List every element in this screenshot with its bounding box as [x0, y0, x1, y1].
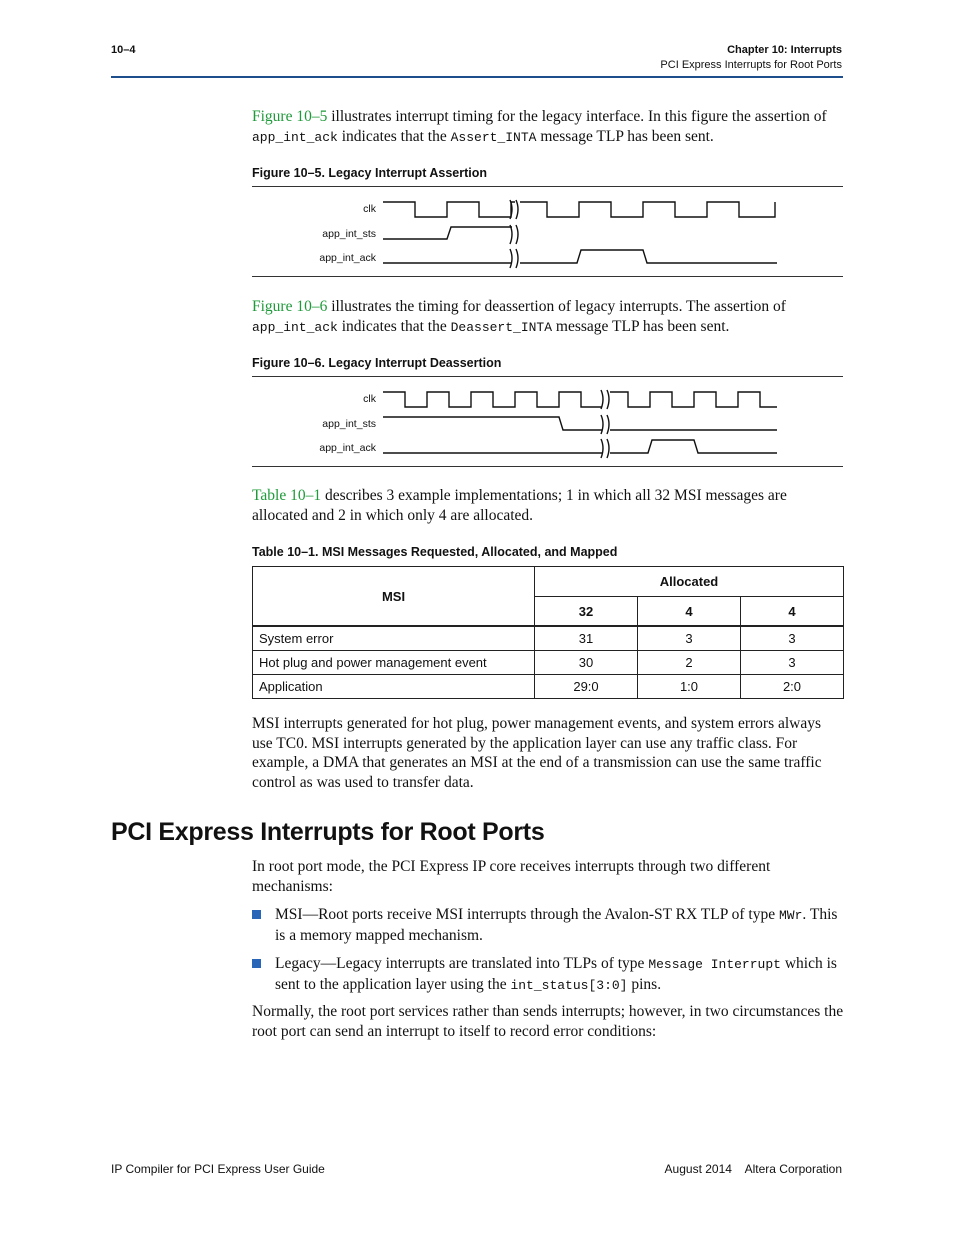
bullet-msi: MSI—Root ports receive MSI interrupts through the Avalon-ST RX TLP of type MWr. This is a memory mapped mechanism. [275, 906, 838, 944]
signal-label-app-int-sts: app_int_sts [322, 228, 376, 240]
table-row: System error 31 3 3 [253, 626, 844, 651]
figure-top-rule [252, 186, 843, 187]
signal-label-app-int-sts: app_int_sts [322, 418, 376, 430]
table-10-1-link[interactable]: Table 10–1 [252, 487, 322, 504]
bullet-marker [252, 910, 261, 919]
table-row: Hot plug and power management event 30 2 3 [253, 651, 844, 675]
signal-label-app-int-ack: app_int_ack [319, 252, 376, 264]
figure-bottom-rule [252, 466, 843, 467]
signal-label-clk: clk [363, 393, 376, 405]
clk-waveform [383, 202, 515, 217]
timing-diagram-deassertion [380, 385, 780, 460]
timing-diagram-assertion [380, 195, 780, 270]
figure-10-5-link[interactable]: Figure 10–5 [252, 108, 328, 125]
section-heading: PCI Express Interrupts for Root Ports [111, 818, 545, 846]
paragraph-fig6-intro: Figure 10–6 illustrates the timing for deassertion of legacy interrupts. The assertion of app_int_ack indicates that the Deassert_INTA message TLP has been sent. [252, 298, 786, 335]
paragraph-msi-traffic: MSI interrupts generated for hot plug, power management events, and system errors always use TC0. MSI interrupts generated by the application layer can use any traffic class. For example, a DMA that generates an MSI at the end of a transmission can use the same traffic control as was used to transfer data. [252, 715, 822, 791]
bullet-marker [252, 959, 261, 968]
subheader-32: 32 [535, 597, 638, 627]
figure-10-6-link[interactable]: Figure 10–6 [252, 298, 328, 315]
figure-top-rule [252, 376, 843, 377]
page-number: 10–4 [111, 44, 136, 56]
table-row: Application 29:0 1:0 2:0 [253, 675, 844, 699]
chapter-title: Chapter 10: Interrupts [727, 44, 842, 56]
header-allocated: Allocated [535, 567, 844, 597]
table-10-1-caption: Table 10–1. MSI Messages Requested, Allocated, and Mapped [252, 545, 618, 559]
clk-waveform [383, 392, 602, 407]
header-rule [111, 76, 843, 78]
figure-10-5-caption: Figure 10–5. Legacy Interrupt Assertion [252, 166, 488, 180]
paragraph-root-port-services: Normally, the root port services rather than sends interrupts; however, in two circumstances the root port can send an interrupt to itself to record error conditions: [252, 1003, 844, 1040]
subheader-4b: 4 [741, 597, 844, 627]
figure-bottom-rule [252, 276, 843, 277]
msi-table [252, 566, 844, 699]
footer-date-company: August 2014 Altera Corporation [664, 1162, 842, 1176]
signal-label-clk: clk [363, 203, 376, 215]
paragraph-root-port-intro: In root port mode, the PCI Express IP core receives interrupts through two different mechanisms: [252, 858, 771, 895]
bullet-legacy: Legacy—Legacy interrupts are translated into TLPs of type Message Interrupt which is sent to the application layer using the int_status[3:0] pins. [275, 955, 837, 993]
paragraph-fig5-intro: Figure 10–5 illustrates interrupt timing for the legacy interface. In this figure the assertion of app_int_ack indicates that the Assert_INTA message TLP has been sent. [252, 108, 827, 145]
section-title: PCI Express Interrupts for Root Ports [660, 59, 842, 71]
paragraph-table-intro: Table 10–1 describes 3 example implementations; 1 in which all 32 MSI messages are allocated and 2 in which only 4 are allocated. [252, 487, 787, 524]
signal-label-app-int-ack: app_int_ack [319, 442, 376, 454]
app-int-sts-waveform [383, 417, 602, 430]
app-int-sts-waveform [383, 227, 512, 239]
footer-guide-title: IP Compiler for PCI Express User Guide [111, 1162, 325, 1176]
header-msi: MSI [253, 567, 535, 627]
subheader-4a: 4 [638, 597, 741, 627]
figure-10-6-caption: Figure 10–6. Legacy Interrupt Deassertion [252, 356, 502, 370]
